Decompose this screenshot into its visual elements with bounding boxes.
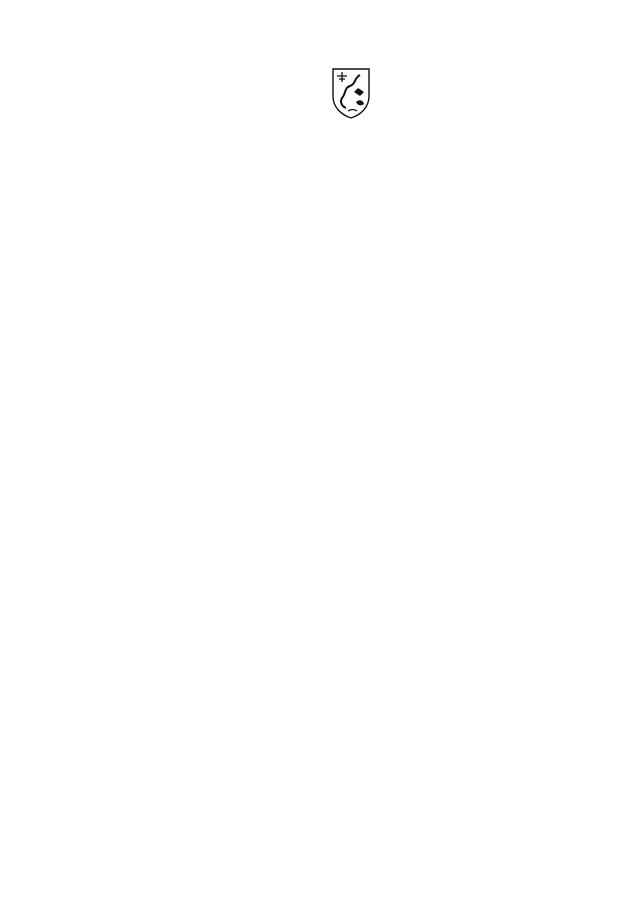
- coat-of-arms-icon: [330, 66, 372, 120]
